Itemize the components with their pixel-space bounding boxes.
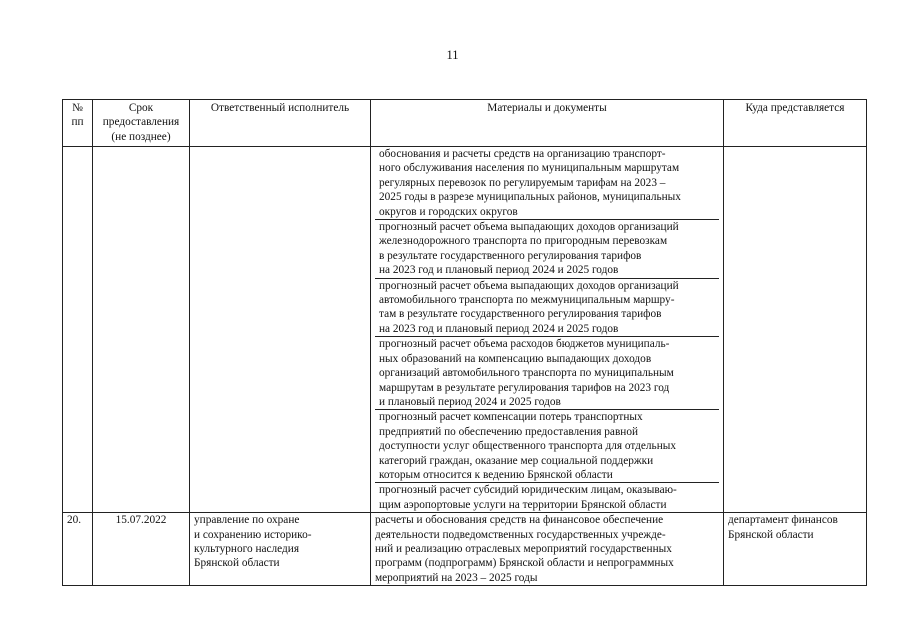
header-materials: Материалы и документы <box>371 100 724 147</box>
cell-num-empty <box>63 147 93 513</box>
cell-recipient: департамент финансов Брянской области <box>724 513 867 586</box>
material-item: прогнозный расчет компенсации потерь транспортных предприятий по обеспечению предоставления равной доступности услуг общественного транспорта для отдельных категорий граждан, оказание мер социальной поддержки которым относится к ведению Брянской области <box>375 409 719 482</box>
material-item: прогнозный расчет объема расходов бюджетов муниципаль- ных образований на компенсацию выпадающих доходов организаций автомобильного транспорта по муниципальным маршрутам в результате регулирования тарифов на 2023 год и плановый период 2024 и 2025 годов <box>375 336 719 409</box>
table-row <box>63 513 867 586</box>
cell-deadline: 15.07.2022 <box>93 513 190 586</box>
header-recipient: Куда представляется <box>724 100 867 147</box>
material-item: прогнозный расчет объема выпадающих доходов организаций автомобильного транспорта по межмуниципальным маршру- там в результате государственного регулирования тарифов на 2023 год и плановый период 2024 и 2025 годов <box>375 278 719 337</box>
cell-materials: расчеты и обоснования средств на финансовое обеспечение деятельности подведомственных государственных учрежде- ний и реализацию отраслевых мероприятий государственных программ (подпрограмм) Брянской области и непрограммных мероприятий на 2023 – 2025 годы <box>371 513 724 586</box>
header-num: № пп <box>63 100 93 147</box>
header-deadline: Срок предоставления (не позднее) <box>93 100 190 147</box>
material-item: прогнозный расчет субсидий юридическим лицам, оказываю- щим аэропортовые услуги на территории Брянской области <box>375 482 719 512</box>
cell-executor-empty <box>190 147 371 513</box>
document-table <box>62 99 867 586</box>
table-row <box>63 147 867 513</box>
cell-recipient-empty <box>724 147 867 513</box>
cell-deadline-empty <box>93 147 190 513</box>
cell-materials <box>371 147 724 513</box>
cell-executor: управление по охране и сохранению историко- культурного наследия Брянской области <box>190 513 371 586</box>
material-item: прогнозный расчет объема выпадающих доходов организаций железнодорожного транспорта по пригородным перевозкам в результате государственного регулирования тарифов на 2023 год и плановый период 2024 и 2025 годов <box>375 219 719 278</box>
header-executor: Ответственный исполнитель <box>190 100 371 147</box>
cell-num: 20. <box>63 513 93 586</box>
page-number: 11 <box>446 48 459 62</box>
table-header-row <box>63 100 867 147</box>
material-item: обоснования и расчеты средств на организацию транспорт- ного обслуживания населения по муниципальным маршрутам регулярных перевозок по регулируемым тарифам на 2023 – 2025 годы в разрезе муниципальных районов, муниципальных округов и городских округов <box>379 148 681 218</box>
